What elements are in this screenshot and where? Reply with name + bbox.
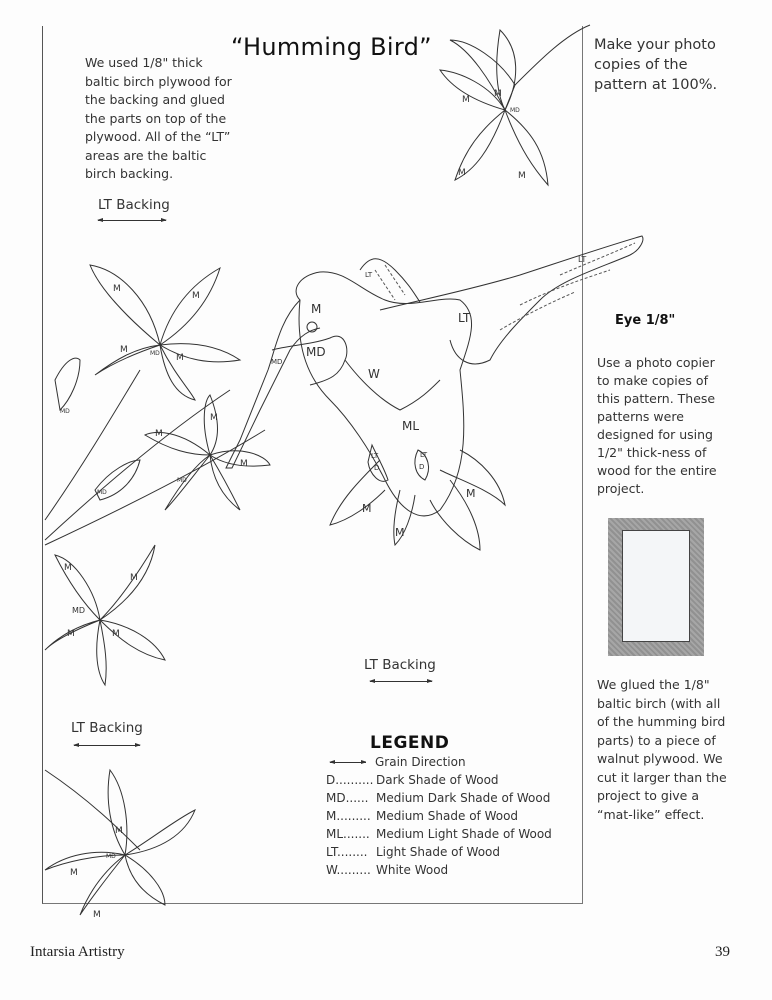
backing-label-bottom: LT Backing [71,720,143,736]
svg-text:M: M [210,413,218,423]
svg-text:M: M [112,629,120,639]
svg-text:M: M [113,284,121,294]
legend-row-grain [326,753,566,771]
backing-label-top: LT Backing [98,197,170,213]
svg-text:LT: LT [578,255,587,264]
mat-inner-panel [622,530,690,642]
eye-label: Eye 1/8" [615,313,676,328]
svg-text:M: M [120,345,128,355]
legend-label: Dark Shade of Wood [376,773,499,787]
legend-label: Medium Light Shade of Wood [376,827,552,841]
svg-text:M: M [176,353,184,363]
mat-effect-note: We glued the 1/8" baltic birch (with all of the humming bird parts) to a piece of walnut plywood. We cut it larger than the project to give a “mat-like” effect. [597,677,727,822]
svg-text:LT: LT [365,271,373,279]
svg-text:M: M [240,459,248,469]
legend-key: W......... [326,863,371,877]
legend-row [326,861,566,879]
svg-text:LT: LT [371,452,379,460]
grain-arrow-icon [98,220,166,221]
svg-text:MD: MD [106,853,116,860]
svg-text:M: M [130,573,138,583]
grain-arrow-icon [330,762,366,763]
stem [45,770,140,850]
legend-key: LT........ [326,845,368,859]
svg-text:M: M [155,429,163,439]
legend-title: LEGEND [370,733,450,753]
page-number: 39 [715,944,730,960]
grain-arrow-icon [74,745,140,746]
svg-text:M: M [462,95,470,105]
pattern-thickness-note: Use a photo copier to make copies of this pattern. These patterns were designed for using 1/2" thick-ness of wood for the entire project. [597,355,717,496]
svg-text:M: M [466,487,476,500]
svg-text:M: M [93,910,101,920]
svg-text:D: D [374,464,380,472]
grain-arrow-icon [370,681,432,682]
footer-book-title: Intarsia Artistry [30,944,125,960]
photocopy-note: Make your photo copies of the pattern at 100%. [594,37,718,93]
legend-key: MD...... [326,791,369,805]
legend-key: ML....... [326,827,370,841]
svg-text:M: M [518,171,526,181]
page-title: “Humming Bird” [231,33,432,61]
svg-text:MD: MD [150,350,160,357]
svg-text:M: M [458,168,466,178]
svg-text:M: M [362,502,372,515]
svg-text:LT: LT [458,311,471,325]
flower-top-right [440,25,590,185]
stem [45,430,265,545]
backing-label-middle: LT Backing [364,657,436,673]
svg-text:W: W [368,367,380,381]
svg-text:M: M [67,629,75,639]
svg-text:D: D [419,463,425,471]
legend-label: Grain Direction [375,755,466,769]
legend-label: Light Shade of Wood [376,845,500,859]
svg-text:M: M [494,89,502,99]
svg-text:MD: MD [72,606,86,615]
legend-row [326,771,566,789]
svg-text:M: M [115,826,123,836]
svg-text:MD: MD [510,107,520,114]
svg-text:M: M [395,526,405,539]
flower-left-lower [45,545,165,685]
svg-text:MD: MD [60,408,70,415]
backing-instructions: We used 1/8" thick baltic birch plywood for the backing and glued the parts on top of the plywood. All of the “LT” areas are the baltic birch backing. [85,55,232,181]
legend [326,733,566,879]
svg-text:LT: LT [420,451,428,459]
svg-text:MD: MD [97,489,107,496]
svg-text:MD: MD [177,477,187,484]
legend-grain-arrow [326,753,366,771]
flower-left-upper [90,265,240,400]
legend-row [326,807,566,825]
bud [55,358,80,410]
legend-label: Medium Shade of Wood [376,809,519,823]
legend-key: M......... [326,809,371,823]
svg-text:M: M [64,563,72,573]
legend-label: White Wood [376,863,449,877]
hummingbird-drawing [226,236,643,550]
svg-text:ML: ML [402,419,420,433]
svg-text:MD: MD [271,358,283,366]
svg-text:M: M [192,291,200,301]
legend-row [326,843,566,861]
mat-illustration [608,518,704,656]
svg-text:MD: MD [306,345,326,359]
legend-key: D.......... [326,773,374,787]
legend-row [326,789,566,807]
flower-bottom [45,770,195,920]
legend-row [326,825,566,843]
legend-label: Medium Dark Shade of Wood [376,791,551,805]
svg-text:M: M [311,302,322,316]
svg-text:M: M [70,868,78,878]
